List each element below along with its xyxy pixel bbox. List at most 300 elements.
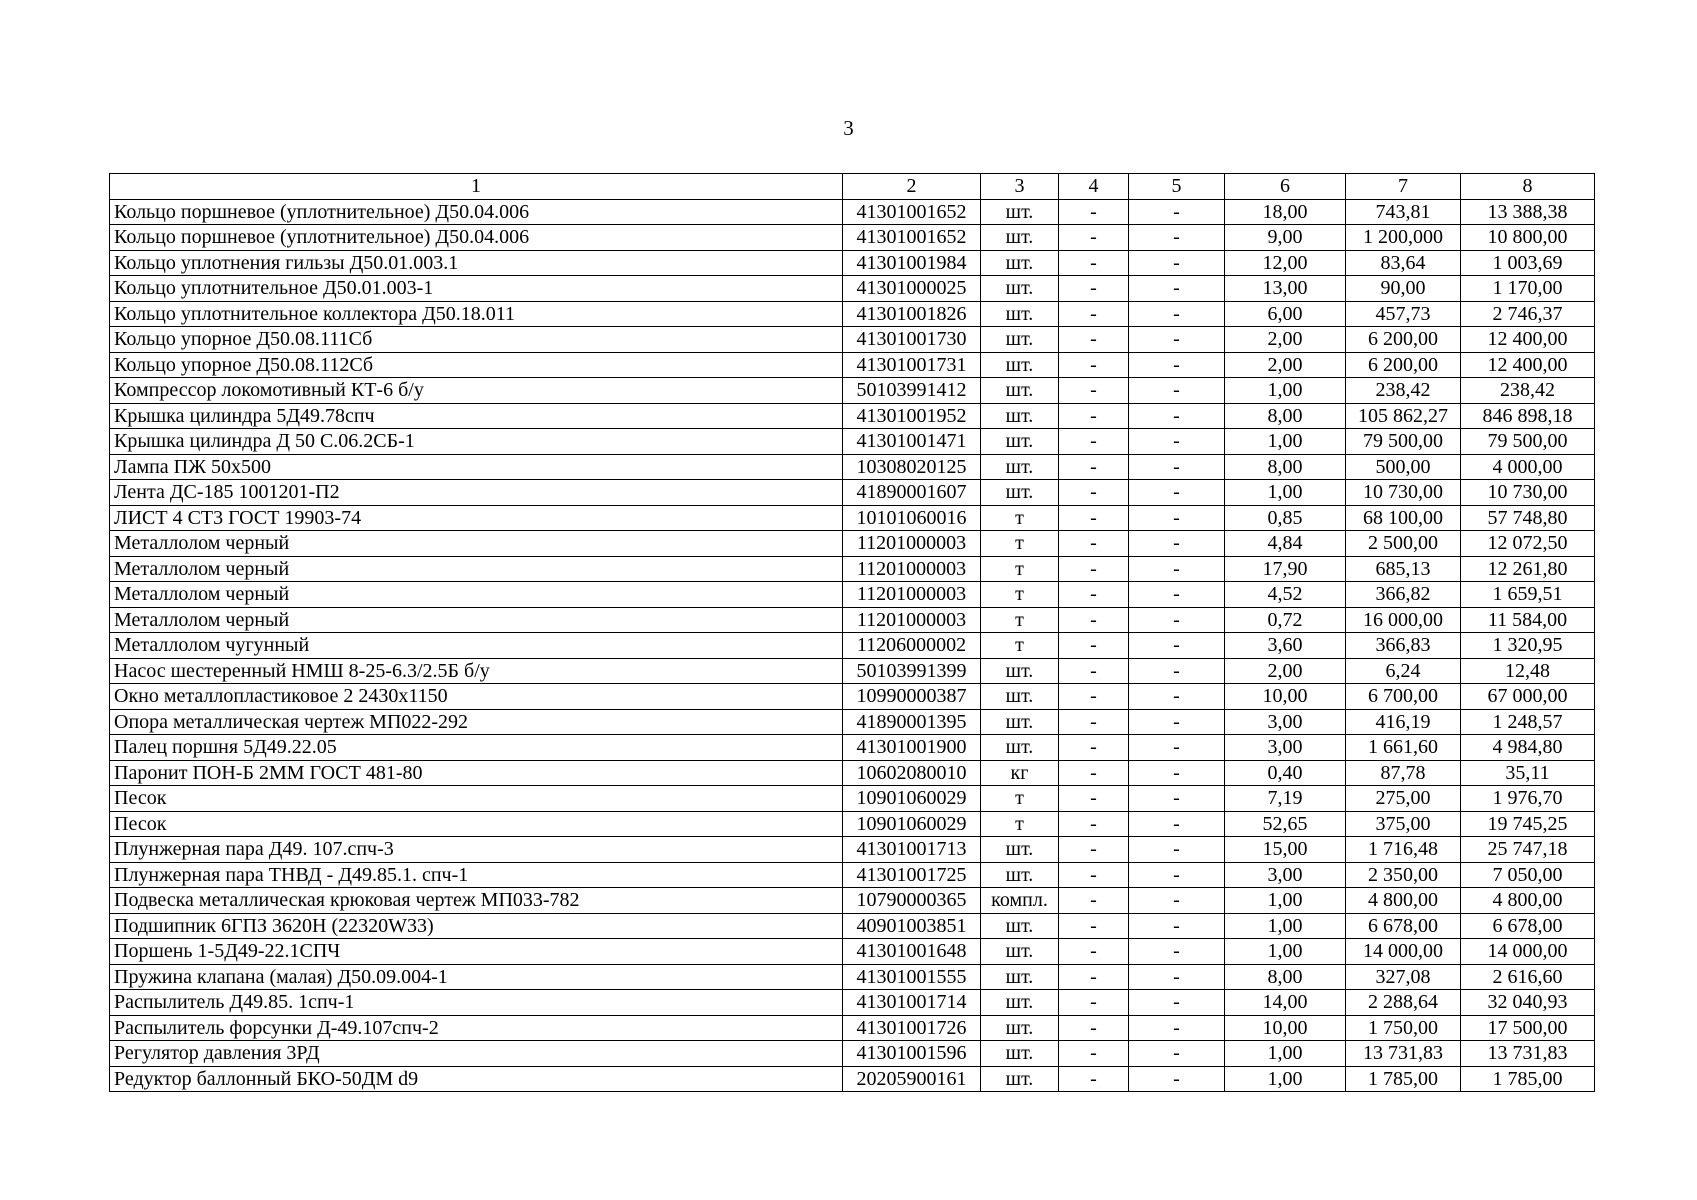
table-row: [110, 505, 1595, 531]
item-name-cell: Кольцо уплотнительное Д50.01.003-1: [110, 276, 843, 302]
item-code-cell: 41301001555: [843, 964, 981, 990]
quantity-cell: 1,00: [1225, 913, 1346, 939]
col-5-cell: -: [1129, 1066, 1225, 1092]
col-4-cell: -: [1059, 531, 1129, 557]
item-code-cell: 10901060029: [843, 786, 981, 812]
unit-cell: т: [981, 786, 1059, 812]
price-cell: 366,82: [1346, 582, 1461, 608]
col-4-cell: -: [1059, 454, 1129, 480]
quantity-cell: 15,00: [1225, 837, 1346, 863]
quantity-cell: 4,52: [1225, 582, 1346, 608]
unit-cell: шт.: [981, 327, 1059, 353]
table-row: [110, 786, 1595, 812]
col-5-cell: -: [1129, 607, 1225, 633]
quantity-cell: 8,00: [1225, 964, 1346, 990]
col-4-cell: -: [1059, 837, 1129, 863]
item-name-cell: Лента ДС-185 1001201-П2: [110, 480, 843, 506]
unit-cell: шт.: [981, 709, 1059, 735]
price-cell: 6 200,00: [1346, 327, 1461, 353]
col-4-cell: -: [1059, 429, 1129, 455]
table-row: [110, 556, 1595, 582]
item-name-cell: Кольцо поршневое (уплотнительное) Д50.04.006: [110, 199, 843, 225]
item-code-cell: 10602080010: [843, 760, 981, 786]
col-4-cell: -: [1059, 378, 1129, 404]
col-5-cell: -: [1129, 199, 1225, 225]
price-cell: 2 500,00: [1346, 531, 1461, 557]
item-name-cell: Плунжерная пара ТНВД - Д49.85.1. спч-1: [110, 862, 843, 888]
unit-cell: шт.: [981, 735, 1059, 761]
page-number: 3: [843, 116, 854, 140]
price-cell: 6,24: [1346, 658, 1461, 684]
unit-cell: шт.: [981, 684, 1059, 710]
col-4-cell: -: [1059, 709, 1129, 735]
unit-cell: шт.: [981, 250, 1059, 276]
unit-cell: шт.: [981, 199, 1059, 225]
unit-cell: шт.: [981, 225, 1059, 251]
table-row: [110, 939, 1595, 965]
item-name-cell: Металлолом черный: [110, 607, 843, 633]
unit-cell: шт.: [981, 454, 1059, 480]
col-4-cell: -: [1059, 1041, 1129, 1067]
quantity-cell: 1,00: [1225, 1041, 1346, 1067]
amount-cell: 13 388,38: [1461, 199, 1595, 225]
price-cell: 1 785,00: [1346, 1066, 1461, 1092]
quantity-cell: 0,85: [1225, 505, 1346, 531]
column-number-7: 7: [1346, 174, 1461, 200]
item-name-cell: Лампа ПЖ 50х500: [110, 454, 843, 480]
unit-cell: т: [981, 582, 1059, 608]
item-code-cell: 41301001731: [843, 352, 981, 378]
col-5-cell: -: [1129, 658, 1225, 684]
amount-cell: 1 976,70: [1461, 786, 1595, 812]
table-row: [110, 811, 1595, 837]
table-row: [110, 888, 1595, 914]
amount-cell: 12 400,00: [1461, 327, 1595, 353]
amount-cell: 12 072,50: [1461, 531, 1595, 557]
col-4-cell: -: [1059, 658, 1129, 684]
col-4-cell: -: [1059, 786, 1129, 812]
column-number-row: [110, 174, 1595, 200]
item-code-cell: 50103991412: [843, 378, 981, 404]
item-code-cell: 20205900161: [843, 1066, 981, 1092]
price-cell: 743,81: [1346, 199, 1461, 225]
item-name-cell: Регулятор давления 3РД: [110, 1041, 843, 1067]
table-row: [110, 990, 1595, 1016]
table-row: [110, 1041, 1595, 1067]
item-code-cell: 41301001900: [843, 735, 981, 761]
quantity-cell: 8,00: [1225, 454, 1346, 480]
item-code-cell: 41890001395: [843, 709, 981, 735]
item-code-cell: 10308020125: [843, 454, 981, 480]
col-4-cell: -: [1059, 607, 1129, 633]
price-cell: 16 000,00: [1346, 607, 1461, 633]
table-row: [110, 760, 1595, 786]
col-5-cell: -: [1129, 862, 1225, 888]
col-5-cell: -: [1129, 250, 1225, 276]
item-code-cell: 11201000003: [843, 607, 981, 633]
column-number-3: 3: [981, 174, 1059, 200]
price-cell: 1 200,000: [1346, 225, 1461, 251]
price-cell: 685,13: [1346, 556, 1461, 582]
unit-cell: шт.: [981, 1015, 1059, 1041]
table-row: [110, 582, 1595, 608]
amount-cell: 6 678,00: [1461, 913, 1595, 939]
unit-cell: шт.: [981, 913, 1059, 939]
col-4-cell: -: [1059, 250, 1129, 276]
quantity-cell: 2,00: [1225, 327, 1346, 353]
quantity-cell: 18,00: [1225, 199, 1346, 225]
unit-cell: шт.: [981, 378, 1059, 404]
amount-cell: 11 584,00: [1461, 607, 1595, 633]
col-5-cell: -: [1129, 378, 1225, 404]
item-name-cell: Металлолом чугунный: [110, 633, 843, 659]
quantity-cell: 12,00: [1225, 250, 1346, 276]
amount-cell: 13 731,83: [1461, 1041, 1595, 1067]
quantity-cell: 2,00: [1225, 352, 1346, 378]
price-cell: 2 350,00: [1346, 862, 1461, 888]
unit-cell: шт.: [981, 301, 1059, 327]
item-name-cell: Окно металлопластиковое 2 2430х1150: [110, 684, 843, 710]
col-4-cell: -: [1059, 301, 1129, 327]
col-5-cell: -: [1129, 786, 1225, 812]
column-number-6: 6: [1225, 174, 1346, 200]
table-row: [110, 913, 1595, 939]
col-4-cell: -: [1059, 862, 1129, 888]
col-4-cell: -: [1059, 403, 1129, 429]
col-4-cell: -: [1059, 633, 1129, 659]
table-row: [110, 480, 1595, 506]
col-5-cell: -: [1129, 352, 1225, 378]
table-row: [110, 250, 1595, 276]
quantity-cell: 3,60: [1225, 633, 1346, 659]
item-code-cell: 41301001952: [843, 403, 981, 429]
price-cell: 457,73: [1346, 301, 1461, 327]
item-name-cell: Крышка цилиндра 5Д49.78спч: [110, 403, 843, 429]
quantity-cell: 3,00: [1225, 709, 1346, 735]
unit-cell: шт.: [981, 1066, 1059, 1092]
table-row: [110, 327, 1595, 353]
item-name-cell: Песок: [110, 786, 843, 812]
price-cell: 87,78: [1346, 760, 1461, 786]
item-code-cell: 11201000003: [843, 556, 981, 582]
table-row: [110, 862, 1595, 888]
price-cell: 68 100,00: [1346, 505, 1461, 531]
amount-cell: 2 616,60: [1461, 964, 1595, 990]
quantity-cell: 1,00: [1225, 939, 1346, 965]
price-cell: 1 716,48: [1346, 837, 1461, 863]
quantity-cell: 1,00: [1225, 429, 1346, 455]
amount-cell: 1 170,00: [1461, 276, 1595, 302]
amount-cell: 2 746,37: [1461, 301, 1595, 327]
col-5-cell: -: [1129, 327, 1225, 353]
quantity-cell: 10,00: [1225, 1015, 1346, 1041]
item-code-cell: 41301001652: [843, 199, 981, 225]
item-code-cell: 10990000387: [843, 684, 981, 710]
col-4-cell: -: [1059, 964, 1129, 990]
price-cell: 90,00: [1346, 276, 1461, 302]
table-row: [110, 964, 1595, 990]
column-number-1: 1: [110, 174, 843, 200]
col-4-cell: -: [1059, 913, 1129, 939]
price-cell: 79 500,00: [1346, 429, 1461, 455]
item-code-cell: 41301001726: [843, 1015, 981, 1041]
amount-cell: 238,42: [1461, 378, 1595, 404]
quantity-cell: 7,19: [1225, 786, 1346, 812]
table-row: [110, 709, 1595, 735]
price-cell: 10 730,00: [1346, 480, 1461, 506]
quantity-cell: 0,72: [1225, 607, 1346, 633]
table-row: [110, 1066, 1595, 1092]
col-4-cell: -: [1059, 199, 1129, 225]
item-name-cell: Распылитель форсунки Д-49.107спч-2: [110, 1015, 843, 1041]
col-4-cell: -: [1059, 939, 1129, 965]
table-row: [110, 225, 1595, 251]
unit-cell: шт.: [981, 658, 1059, 684]
item-code-cell: 41890001607: [843, 480, 981, 506]
column-number-5: 5: [1129, 174, 1225, 200]
amount-cell: 12 261,80: [1461, 556, 1595, 582]
item-code-cell: 41301001725: [843, 862, 981, 888]
col-5-cell: -: [1129, 709, 1225, 735]
amount-cell: 846 898,18: [1461, 403, 1595, 429]
item-name-cell: Палец поршня 5Д49.22.05: [110, 735, 843, 761]
col-4-cell: -: [1059, 1015, 1129, 1041]
col-5-cell: -: [1129, 505, 1225, 531]
unit-cell: шт.: [981, 403, 1059, 429]
col-5-cell: -: [1129, 403, 1225, 429]
unit-cell: т: [981, 531, 1059, 557]
table-row: [110, 658, 1595, 684]
quantity-cell: 1,00: [1225, 888, 1346, 914]
table-row: [110, 633, 1595, 659]
col-5-cell: -: [1129, 531, 1225, 557]
item-code-cell: 11201000003: [843, 582, 981, 608]
item-code-cell: 10901060029: [843, 811, 981, 837]
table-row: [110, 429, 1595, 455]
col-5-cell: -: [1129, 837, 1225, 863]
col-5-cell: -: [1129, 760, 1225, 786]
quantity-cell: 52,65: [1225, 811, 1346, 837]
col-4-cell: -: [1059, 990, 1129, 1016]
quantity-cell: 4,84: [1225, 531, 1346, 557]
table-row: [110, 276, 1595, 302]
unit-cell: кг: [981, 760, 1059, 786]
col-4-cell: -: [1059, 735, 1129, 761]
col-5-cell: -: [1129, 1041, 1225, 1067]
item-name-cell: Компрессор локомотивный КТ-6 б/у: [110, 378, 843, 404]
item-name-cell: Кольцо упорное Д50.08.111Сб: [110, 327, 843, 353]
table-row: [110, 1015, 1595, 1041]
unit-cell: шт.: [981, 837, 1059, 863]
column-number-4: 4: [1059, 174, 1129, 200]
item-code-cell: 10790000365: [843, 888, 981, 914]
table-body: [110, 199, 1595, 1092]
item-code-cell: 10101060016: [843, 505, 981, 531]
col-5-cell: -: [1129, 990, 1225, 1016]
amount-cell: 17 500,00: [1461, 1015, 1595, 1041]
amount-cell: 4 000,00: [1461, 454, 1595, 480]
item-code-cell: 41301001714: [843, 990, 981, 1016]
col-5-cell: -: [1129, 1015, 1225, 1041]
unit-cell: т: [981, 607, 1059, 633]
inventory-table: [109, 173, 1595, 1092]
table-row: [110, 352, 1595, 378]
item-name-cell: Металлолом черный: [110, 556, 843, 582]
amount-cell: 1 785,00: [1461, 1066, 1595, 1092]
amount-cell: 35,11: [1461, 760, 1595, 786]
unit-cell: шт.: [981, 939, 1059, 965]
item-name-cell: Подвеска металлическая крюковая чертеж МП033-782: [110, 888, 843, 914]
item-name-cell: Распылитель Д49.85. 1спч-1: [110, 990, 843, 1016]
price-cell: 2 288,64: [1346, 990, 1461, 1016]
item-name-cell: Плунжерная пара Д49. 107.спч-3: [110, 837, 843, 863]
item-name-cell: Редуктор баллонный БКО-50ДМ d9: [110, 1066, 843, 1092]
amount-cell: 57 748,80: [1461, 505, 1595, 531]
unit-cell: т: [981, 505, 1059, 531]
col-5-cell: -: [1129, 454, 1225, 480]
item-code-cell: 40901003851: [843, 913, 981, 939]
col-4-cell: -: [1059, 276, 1129, 302]
quantity-cell: 2,00: [1225, 658, 1346, 684]
price-cell: 14 000,00: [1346, 939, 1461, 965]
col-5-cell: -: [1129, 301, 1225, 327]
price-cell: 6 700,00: [1346, 684, 1461, 710]
col-4-cell: -: [1059, 327, 1129, 353]
quantity-cell: 0,40: [1225, 760, 1346, 786]
item-name-cell: Металлолом черный: [110, 531, 843, 557]
col-5-cell: -: [1129, 913, 1225, 939]
col-4-cell: -: [1059, 760, 1129, 786]
item-name-cell: Насос шестеренный НМШ 8-25-6.3/2.5Б б/у: [110, 658, 843, 684]
table-row: [110, 199, 1595, 225]
item-code-cell: 11201000003: [843, 531, 981, 557]
unit-cell: т: [981, 811, 1059, 837]
item-code-cell: 41301001984: [843, 250, 981, 276]
item-code-cell: 41301000025: [843, 276, 981, 302]
amount-cell: 10 800,00: [1461, 225, 1595, 251]
quantity-cell: 8,00: [1225, 403, 1346, 429]
amount-cell: 25 747,18: [1461, 837, 1595, 863]
col-5-cell: -: [1129, 964, 1225, 990]
amount-cell: 7 050,00: [1461, 862, 1595, 888]
item-name-cell: ЛИСТ 4 СТ3 ГОСТ 19903-74: [110, 505, 843, 531]
column-number-8: 8: [1461, 174, 1595, 200]
price-cell: 416,19: [1346, 709, 1461, 735]
item-code-cell: 41301001471: [843, 429, 981, 455]
unit-cell: шт.: [981, 429, 1059, 455]
table-row: [110, 684, 1595, 710]
col-4-cell: -: [1059, 582, 1129, 608]
quantity-cell: 10,00: [1225, 684, 1346, 710]
price-cell: 238,42: [1346, 378, 1461, 404]
item-name-cell: Песок: [110, 811, 843, 837]
unit-cell: компл.: [981, 888, 1059, 914]
col-4-cell: -: [1059, 352, 1129, 378]
col-5-cell: -: [1129, 225, 1225, 251]
item-code-cell: 11206000002: [843, 633, 981, 659]
unit-cell: шт.: [981, 1041, 1059, 1067]
item-name-cell: Кольцо уплотнительное коллектора Д50.18.011: [110, 301, 843, 327]
item-name-cell: Кольцо поршневое (уплотнительное) Д50.04.006: [110, 225, 843, 251]
price-cell: 327,08: [1346, 964, 1461, 990]
col-4-cell: -: [1059, 556, 1129, 582]
unit-cell: шт.: [981, 276, 1059, 302]
col-4-cell: -: [1059, 505, 1129, 531]
amount-cell: 10 730,00: [1461, 480, 1595, 506]
quantity-cell: 1,00: [1225, 1066, 1346, 1092]
table-row: [110, 378, 1595, 404]
price-cell: 105 862,27: [1346, 403, 1461, 429]
amount-cell: 67 000,00: [1461, 684, 1595, 710]
unit-cell: шт.: [981, 862, 1059, 888]
item-code-cell: 41301001648: [843, 939, 981, 965]
item-name-cell: Металлолом черный: [110, 582, 843, 608]
item-code-cell: 41301001652: [843, 225, 981, 251]
amount-cell: 79 500,00: [1461, 429, 1595, 455]
item-code-cell: 41301001713: [843, 837, 981, 863]
col-4-cell: -: [1059, 225, 1129, 251]
table-row: [110, 607, 1595, 633]
quantity-cell: 3,00: [1225, 735, 1346, 761]
table-row: [110, 837, 1595, 863]
table-row: [110, 301, 1595, 327]
unit-cell: шт.: [981, 990, 1059, 1016]
item-name-cell: Кольцо уплотнения гильзы Д50.01.003.1: [110, 250, 843, 276]
col-4-cell: -: [1059, 1066, 1129, 1092]
col-4-cell: -: [1059, 811, 1129, 837]
price-cell: 13 731,83: [1346, 1041, 1461, 1067]
price-cell: 366,83: [1346, 633, 1461, 659]
amount-cell: 12 400,00: [1461, 352, 1595, 378]
column-number-2: 2: [843, 174, 981, 200]
col-5-cell: -: [1129, 811, 1225, 837]
unit-cell: шт.: [981, 480, 1059, 506]
quantity-cell: 9,00: [1225, 225, 1346, 251]
amount-cell: 12,48: [1461, 658, 1595, 684]
item-code-cell: 50103991399: [843, 658, 981, 684]
price-cell: 1 750,00: [1346, 1015, 1461, 1041]
amount-cell: 4 800,00: [1461, 888, 1595, 914]
item-code-cell: 41301001730: [843, 327, 981, 353]
item-name-cell: Поршень 1-5Д49-22.1СПЧ: [110, 939, 843, 965]
price-cell: 375,00: [1346, 811, 1461, 837]
quantity-cell: 1,00: [1225, 480, 1346, 506]
item-code-cell: 41301001596: [843, 1041, 981, 1067]
amount-cell: 32 040,93: [1461, 990, 1595, 1016]
item-name-cell: Паронит ПОН-Б 2ММ ГОСТ 481-80: [110, 760, 843, 786]
item-code-cell: 41301001826: [843, 301, 981, 327]
unit-cell: шт.: [981, 964, 1059, 990]
price-cell: 4 800,00: [1346, 888, 1461, 914]
col-5-cell: -: [1129, 939, 1225, 965]
col-5-cell: -: [1129, 556, 1225, 582]
item-name-cell: Кольцо упорное Д50.08.112Сб: [110, 352, 843, 378]
quantity-cell: 1,00: [1225, 378, 1346, 404]
unit-cell: т: [981, 633, 1059, 659]
price-cell: 275,00: [1346, 786, 1461, 812]
amount-cell: 4 984,80: [1461, 735, 1595, 761]
amount-cell: 1 248,57: [1461, 709, 1595, 735]
unit-cell: т: [981, 556, 1059, 582]
unit-cell: шт.: [981, 352, 1059, 378]
amount-cell: 14 000,00: [1461, 939, 1595, 965]
col-5-cell: -: [1129, 582, 1225, 608]
price-cell: 6 678,00: [1346, 913, 1461, 939]
quantity-cell: 3,00: [1225, 862, 1346, 888]
quantity-cell: 14,00: [1225, 990, 1346, 1016]
col-5-cell: -: [1129, 735, 1225, 761]
price-cell: 500,00: [1346, 454, 1461, 480]
